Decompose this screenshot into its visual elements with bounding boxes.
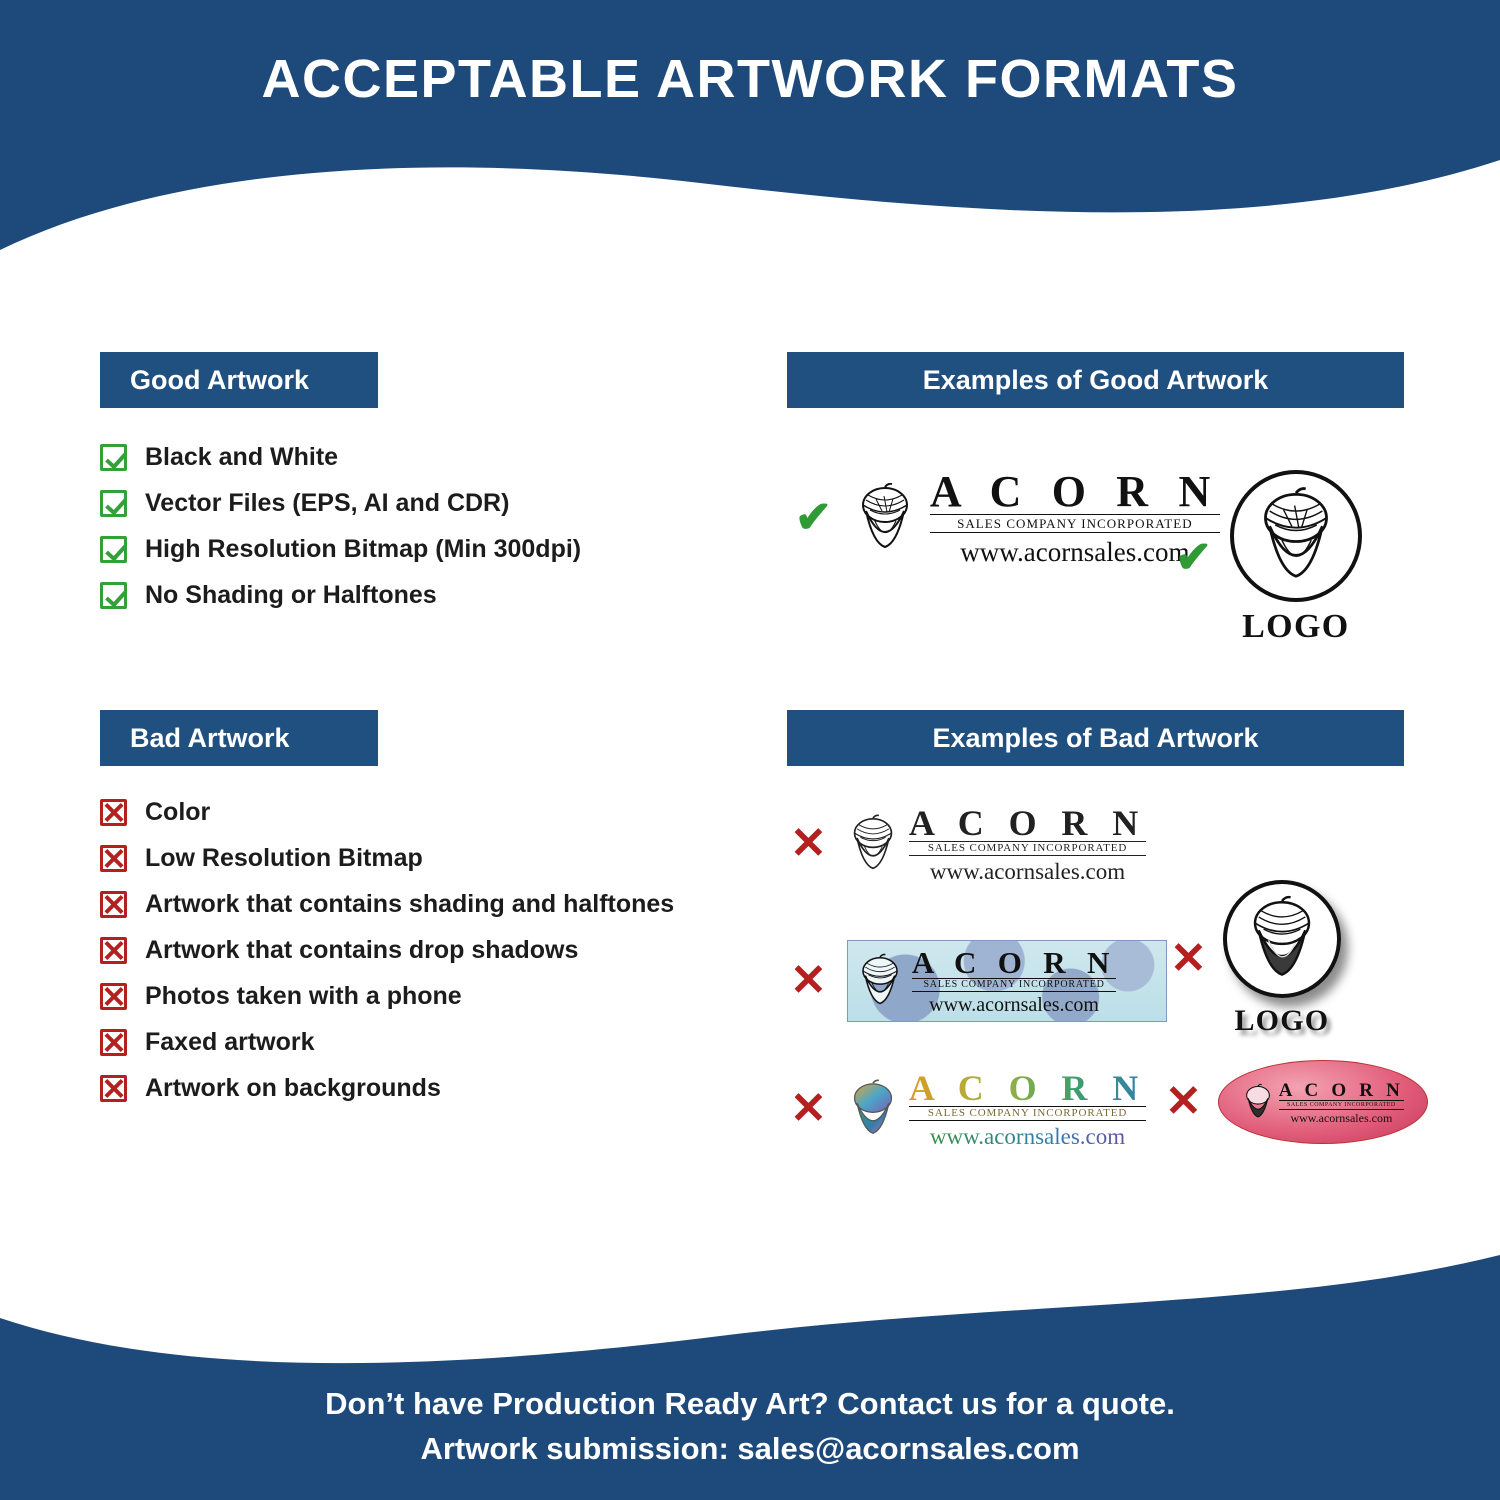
bad-example-background — [790, 940, 1167, 1022]
footer-line-2: Artwork submission: sales@acornsales.com — [420, 1431, 1080, 1467]
red-ellipse-background — [1218, 1060, 1428, 1144]
x-mark-icon: ✕ — [790, 1084, 827, 1133]
list-item: High Resolution Bitmap (Min 300dpi) — [100, 535, 720, 564]
acorn-subtitle: SALES COMPANY INCORPORATED — [930, 514, 1220, 533]
banner-bad-artwork — [100, 710, 378, 766]
banner-bad-artwork-label: Bad Artwork — [130, 722, 290, 753]
good-artwork-list — [100, 443, 720, 627]
acorn-icon — [847, 814, 899, 874]
acorn-subtitle: SALES COMPANY INCORPORATED — [909, 1106, 1146, 1121]
acorn-subtitle: SALES COMPANY INCORPORATED — [1279, 1100, 1404, 1110]
footer — [0, 1382, 1500, 1472]
acorn-url: www.acornsales.com — [929, 859, 1126, 884]
acorn-icon — [856, 953, 904, 1009]
bad-example-color — [790, 1070, 1146, 1148]
logo-badge-word: LOGO — [1242, 608, 1350, 645]
list-item: Artwork that contains drop shadows — [100, 936, 800, 965]
acorn-letters: A C O R N — [1278, 1079, 1404, 1101]
list-item: Artwork that contains shading and halftones — [100, 890, 800, 919]
x-icon — [100, 845, 127, 872]
check-mark-icon: ✔ — [795, 493, 832, 542]
check-mark-icon: ✔ — [1175, 533, 1212, 582]
logo-circle — [1230, 470, 1362, 602]
x-icon — [100, 891, 127, 918]
x-mark-icon: ✕ — [790, 956, 827, 1005]
good-example-wordmark — [795, 467, 1220, 567]
acorn-icon — [1253, 486, 1339, 586]
list-item: Color — [100, 798, 800, 827]
x-mark-icon: ✕ — [1170, 934, 1207, 983]
list-item: Faxed artwork — [100, 1028, 800, 1057]
bad-example-dropshadow — [1170, 880, 1341, 1038]
list-item: Artwork on backgrounds — [100, 1074, 800, 1103]
acorn-letters: A C O R N — [911, 945, 1117, 980]
x-icon — [100, 983, 127, 1010]
check-icon — [100, 582, 127, 609]
good-example-badge — [1175, 470, 1362, 646]
acorn-url: www.acornsales.com — [1290, 1110, 1393, 1125]
check-icon — [100, 490, 127, 517]
list-item: Low Resolution Bitmap — [100, 844, 800, 873]
acorn-icon — [1242, 1083, 1274, 1121]
acorn-letters: A C O R N — [908, 803, 1147, 843]
list-item: Vector Files (EPS, AI and CDR) — [100, 489, 720, 518]
camo-background — [847, 940, 1167, 1022]
acorn-icon — [847, 1079, 899, 1139]
acorn-icon — [1244, 894, 1320, 984]
list-item: Black and White — [100, 443, 720, 472]
page-title: ACCEPTABLE ARTWORK FORMATS — [261, 49, 1239, 109]
footer-line-1: Don’t have Production Ready Art? Contact us for a quote. — [325, 1386, 1175, 1422]
bad-example-ellipse — [1165, 1060, 1428, 1144]
acorn-subtitle: SALES COMPANY INCORPORATED — [909, 841, 1146, 856]
logo-circle — [1223, 880, 1341, 998]
list-item: No Shading or Halftones — [100, 581, 720, 610]
banner-examples-good-label: Examples of Good Artwork — [922, 364, 1269, 395]
logo-badge-word: LOGO — [1234, 1004, 1330, 1037]
banner-good-artwork — [100, 352, 378, 408]
list-item: Photos taken with a phone — [100, 982, 800, 1011]
x-icon — [100, 799, 127, 826]
acorn-icon — [854, 483, 916, 553]
x-icon — [100, 1029, 127, 1056]
acorn-url: www.acornsales.com — [929, 994, 1099, 1016]
banner-examples-bad-label: Examples of Bad Artwork — [932, 722, 1259, 753]
acorn-letters: A C O R N — [929, 467, 1220, 516]
banner-good-artwork-label: Good Artwork — [130, 364, 309, 395]
acorn-letters: A C O R N — [908, 1068, 1147, 1108]
banner-examples-good — [787, 352, 1404, 408]
x-mark-icon: ✕ — [1165, 1077, 1202, 1126]
bad-artwork-list — [100, 798, 800, 1120]
x-icon — [100, 1075, 127, 1102]
acorn-subtitle: SALES COMPANY INCORPORATED — [912, 978, 1116, 992]
banner-examples-bad — [787, 710, 1404, 766]
bad-example-lowres — [790, 805, 1146, 883]
x-mark-icon: ✕ — [790, 819, 827, 868]
acorn-url: www.acornsales.com — [929, 1124, 1126, 1149]
acorn-url: www.acornsales.com — [960, 537, 1190, 567]
check-icon — [100, 444, 127, 471]
x-icon — [100, 937, 127, 964]
check-icon — [100, 536, 127, 563]
